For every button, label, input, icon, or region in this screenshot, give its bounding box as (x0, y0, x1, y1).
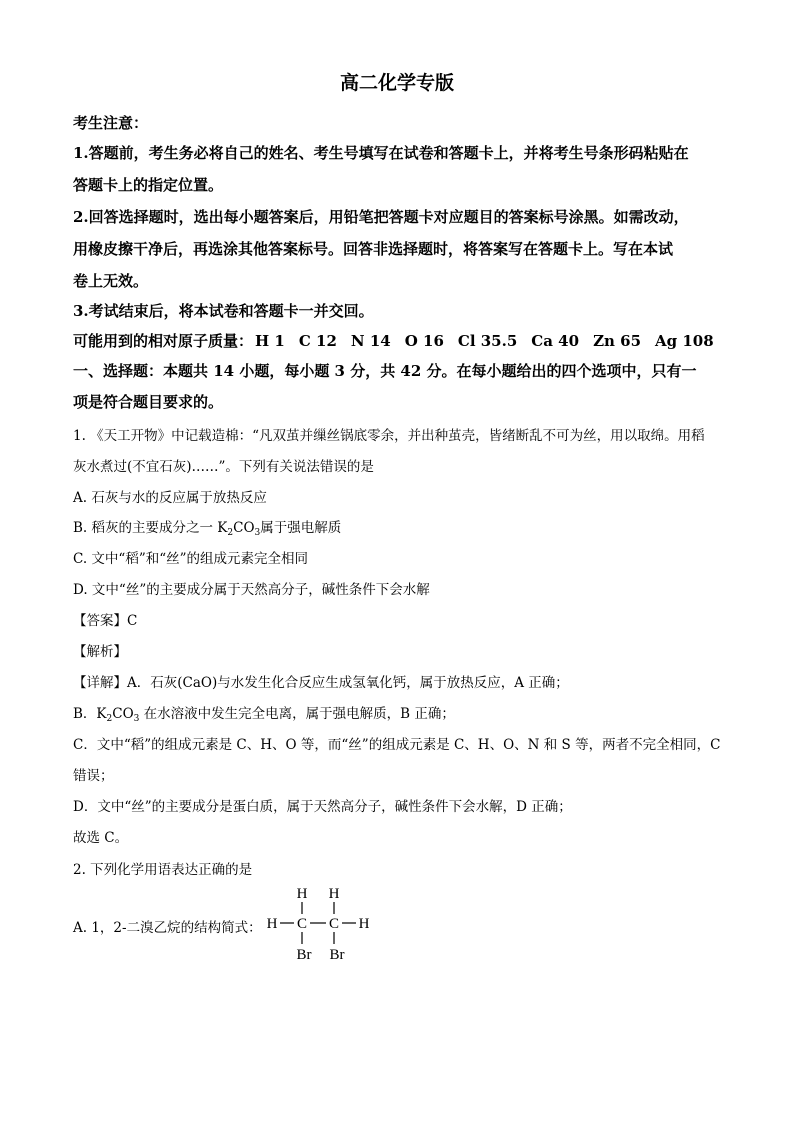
notice-line-5: 卷上无效。 (73, 272, 149, 290)
q1-analysis-label: 【解析】 (73, 644, 127, 660)
q1-detail-line-4: 错误； (73, 768, 114, 784)
hydrogen-atom: H (358, 916, 370, 932)
q1-detail-text: 在水溶液中发生完全电离，属于强电解质，B 正确； (139, 706, 455, 722)
q1-option-b (73, 516, 341, 538)
subscript: 2 (227, 528, 234, 538)
section-heading-line-1: 一、选择题：本题共 14 小题，每小题 3 分，共 42 分。在每小题给出的四个选项中，只有一 (73, 362, 697, 380)
hydrogen-atom: H (296, 886, 308, 902)
bromine-atom: Br (296, 947, 312, 963)
subscript: 3 (254, 528, 261, 538)
q1-option-a: A. 石灰与水的反应属于放热反应 (73, 490, 267, 506)
q1-option-b-text: 属于强电解质 (260, 520, 342, 536)
atomic-mass-item: Ag 108 (655, 332, 714, 350)
atomic-mass-item: Ca 40 (531, 332, 580, 350)
atomic-mass-item: N 14 (350, 332, 391, 350)
carbon-atom: C (328, 916, 340, 932)
atomic-mass-item: C 12 (298, 332, 337, 350)
q1-answer: 【答案】C (73, 613, 138, 629)
atomic-masses (73, 330, 728, 351)
atomic-mass-item: H 1 (255, 332, 285, 350)
hydrogen-atom: H (328, 886, 340, 902)
q2-stem: 2. 下列化学用语表达正确的是 (73, 862, 253, 878)
q1-detail-line-5: D．文中“丝”的主要成分是蛋白质，属于天然高分子，碱性条件下会水解，D 正确； (73, 799, 572, 815)
q1-conclusion: 故选 C。 (73, 830, 129, 846)
notice-line-4: 用橡皮擦干净后，再选涂其他答案标号。回答非选择题时，将答案写在答题卡上。写在本试 (73, 240, 674, 258)
notice-line-2: 答题卡上的指定位置。 (73, 176, 224, 194)
notice-line-6: 3.考试结束后，将本试卷和答题卡一并交回。 (73, 302, 374, 320)
atomic-masses-label: 可能用到的相对原子质量： (73, 332, 254, 350)
hydrogen-atom: H (266, 916, 278, 932)
atomic-mass-item: Cl 35.5 (457, 332, 518, 350)
bromine-atom: Br (329, 947, 345, 963)
q1-detail-line-1: 【详解】A．石灰(CaO)与水发生化合反应生成氢氧化钙，属于放热反应，A 正确； (73, 675, 569, 691)
atomic-mass-item: O 16 (404, 332, 444, 350)
q1-option-d: D. 文中“丝”的主要成分属于天然高分子，碱性条件下会水解 (73, 582, 430, 598)
q1-detail-text: B．K (73, 706, 107, 722)
notice-line-3: 2.回答选择题时，选出每小题答案后，用铅笔把答题卡对应题目的答案标号涂黑。如需改动， (73, 208, 689, 226)
q1-option-c: C. 文中“稻”和“丝”的组成元素完全相同 (73, 551, 309, 567)
q2-option-a-label: A. 1，2-二溴乙烷的结构简式： (73, 920, 262, 936)
carbon-atom: C (296, 916, 308, 932)
subscript: 3 (133, 714, 140, 724)
section-heading-line-2: 项是符合题目要求的。 (73, 393, 224, 411)
q1-stem-line-2: 灰水煮过(不宜石灰)……”。下列有关说法错误的是 (73, 459, 374, 475)
q1-detail-formula: CO (112, 706, 134, 722)
q1-detail-line-3: C．文中“稻”的组成元素是 C、H、O 等，而“丝”的组成元素是 C、H、O、N 和 S 等，两者不完全相同，C (73, 737, 721, 753)
q1-detail-line-2 (73, 702, 455, 724)
q1-option-b-text: B. 稻灰的主要成分之一 K (73, 520, 228, 536)
q1-stem-line-1: 1. 《天工开物》中记载造棉：“凡双茧并缫丝锅底零余，并出种茧壳，皆绪断乱不可为丝，用以取绵。用稻 (73, 428, 705, 444)
notice-heading: 考生注意： (73, 114, 149, 132)
q1-option-b-formula: CO (233, 520, 255, 536)
subscript: 2 (106, 714, 113, 724)
structural-formula (262, 884, 382, 964)
page-title: 高二化学专版 (339, 72, 454, 94)
atomic-mass-item: Zn 65 (593, 332, 642, 350)
notice-line-1: 1.答题前，考生务必将自己的姓名、考生号填写在试卷和答题卡上，并将考生号条形码粘贴在 (73, 144, 689, 162)
